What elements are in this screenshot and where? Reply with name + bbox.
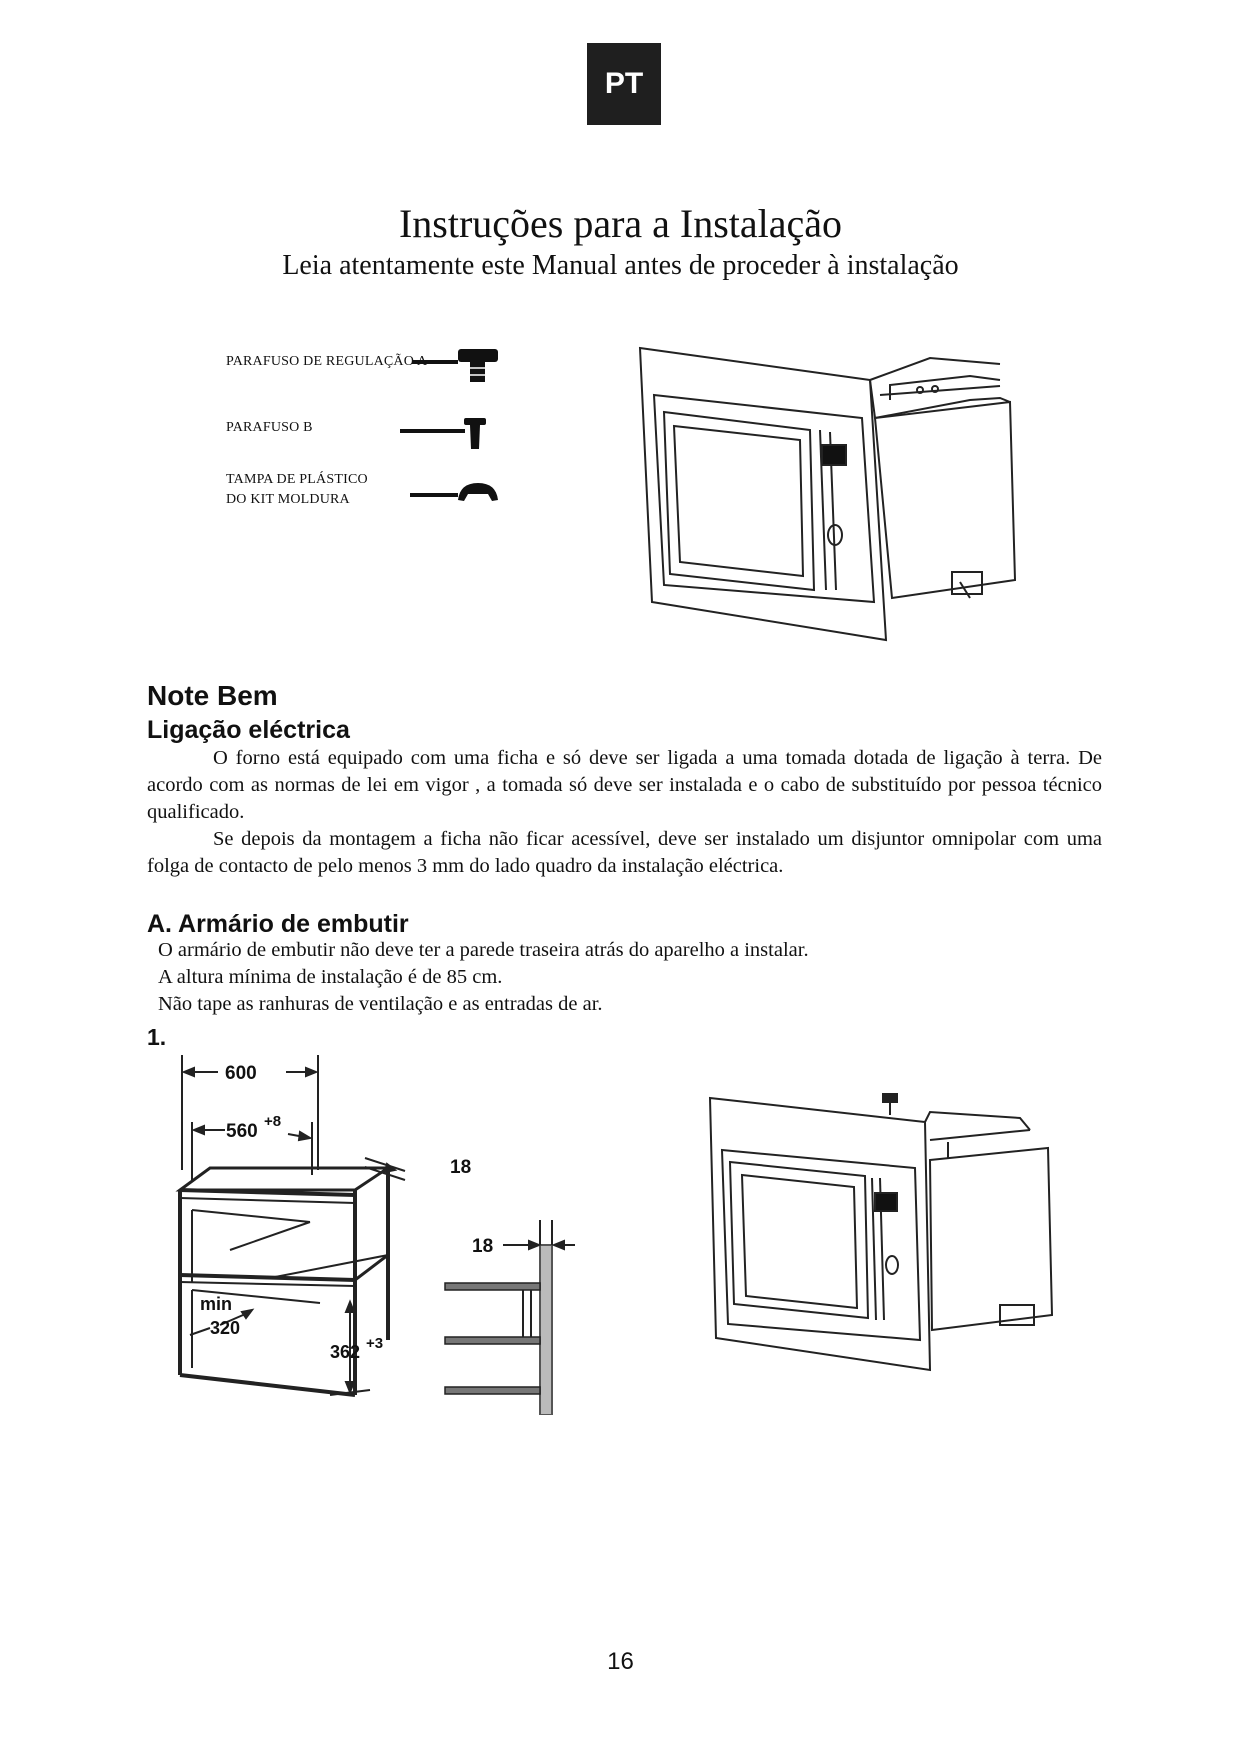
dim-width-total: 600 <box>225 1063 257 1084</box>
cabinet-line-2: A altura mínima de instalação é de 85 cm. <box>158 966 503 988</box>
page-subtitle: Leia atentamente este Manual antes de proceder à instalação <box>282 250 959 281</box>
dim-depth-min: 320 <box>210 1318 241 1338</box>
page-number: 16 <box>607 1648 634 1675</box>
dim-height-opening: 362 <box>330 1342 361 1362</box>
oven-display-icon-2 <box>875 1193 897 1211</box>
oven-installed-illustration <box>700 1090 1080 1380</box>
part-label-screw-b: PARAFUSO B <box>226 420 313 435</box>
cabinet-line-3: Não tape as ranhuras de ventilação e as entradas de ar. <box>158 993 603 1015</box>
side-section-diagram <box>435 1215 595 1415</box>
step-number: 1. <box>147 1024 167 1050</box>
oven-frame-illustration <box>630 340 1020 650</box>
dim-side-thickness: 18 <box>472 1236 494 1257</box>
dim-height-tolerance: +3 <box>366 1335 384 1352</box>
dim-width-inner: 560 <box>226 1121 258 1142</box>
screw-b-icon <box>464 418 486 449</box>
electrical-paragraph-1: O forno está equipado com uma ficha e só deve ser ligada a uma tomada dotada de ligação à terra. De acordo com as normas de lei em vigor , a tomada só deve ser instalada e o cabo de substituído por pessoa técnico qualificado. <box>147 747 1102 823</box>
part-label-plastic-cap <box>226 470 368 510</box>
electrical-paragraph-2: Se depois da montagem a ficha não ficar acessível, deve ser instalado um disjuntor omnipolar com uma folga de contacto de pelo menos 3 mm do lado quadro da instalação eléctrica. <box>147 828 1102 877</box>
oven-knob-icon-2 <box>886 1256 898 1274</box>
oven-display-icon <box>822 445 846 465</box>
dim-panel-thickness: 18 <box>450 1157 472 1178</box>
plastic-cap-icon <box>458 483 498 501</box>
part-label-plastic-cap-line1: TAMPA DE PLÁSTICO <box>226 472 368 487</box>
page-title: Instruções para a Instalação <box>398 201 843 246</box>
language-badge: PT <box>587 43 661 125</box>
cabinet-line-1: O armário de embutir não deve ter a parede traseira atrás do aparelho a instalar. <box>158 939 809 961</box>
part-label-screw-a: PARAFUSO DE REGULAÇÃO A <box>226 354 428 369</box>
parts-illustration <box>400 335 510 515</box>
screw-a-icon <box>458 349 498 382</box>
electrical-connection-heading: Ligação eléctrica <box>147 716 350 744</box>
note-heading: Note Bem <box>147 680 278 711</box>
dim-min-label: min <box>200 1294 233 1314</box>
cabinet-heading: A. Armário de embutir <box>147 910 409 938</box>
part-label-plastic-cap-line2: DO KIT MOLDURA <box>226 492 350 507</box>
dim-width-inner-tolerance: +8 <box>264 1113 282 1130</box>
